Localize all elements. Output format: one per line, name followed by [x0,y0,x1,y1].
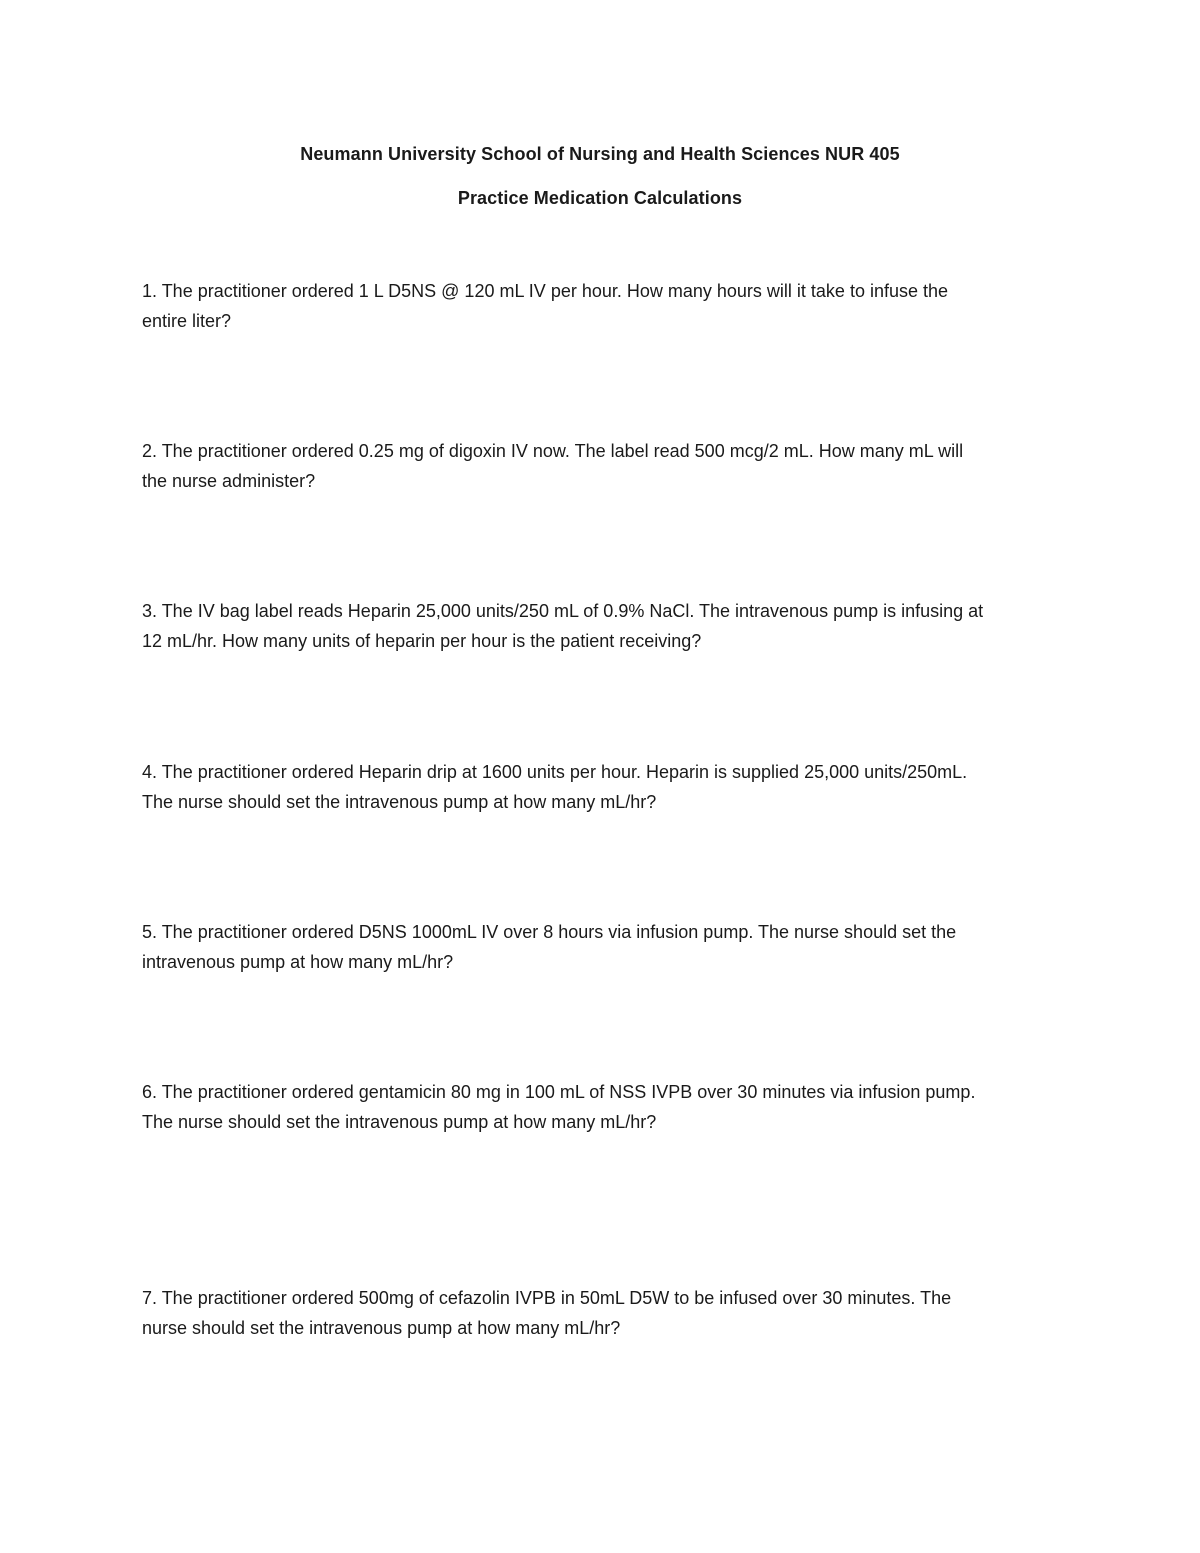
question-6-line-1: 6. The practitioner ordered gentamicin 80 mg in 100 mL of NSS IVPB over 30 minutes via infusion pump. [142,1082,976,1102]
question-2 [142,436,1072,496]
question-3 [142,596,1072,656]
question-3-line-1: 3. The IV bag label reads Heparin 25,000 units/250 mL of 0.9% NaCl. The intravenous pump is infusing at [142,601,984,621]
question-6 [142,1077,1072,1137]
question-1 [142,276,1072,336]
question-1-line-1: 1. The practitioner ordered 1 L D5NS @ 120 mL IV per hour. How many hours will it take to infuse the [142,281,949,301]
question-1-line-2: entire liter? [142,311,232,331]
question-5-line-2: intravenous pump at how many mL/hr? [142,952,454,972]
document-subtitle: Practice Medication Calculations [457,188,743,208]
question-5 [142,917,1072,977]
question-7-line-2: nurse should set the intravenous pump at how many mL/hr? [142,1318,621,1338]
question-5-line-1: 5. The practitioner ordered D5NS 1000mL IV over 8 hours via infusion pump. The nurse should set the [142,922,957,942]
question-4-line-2: The nurse should set the intravenous pump at how many mL/hr? [142,792,657,812]
question-6-line-2: The nurse should set the intravenous pump at how many mL/hr? [142,1112,657,1132]
question-2-line-1: 2. The practitioner ordered 0.25 mg of digoxin IV now. The label read 500 mcg/2 mL. How many mL will [142,441,964,461]
question-2-line-2: the nurse administer? [142,471,316,491]
question-3-line-2: 12 mL/hr. How many units of heparin per hour is the patient receiving? [142,631,702,651]
document-title: Neumann University School of Nursing and Health Sciences NUR 405 [300,144,900,164]
question-4 [142,757,1072,817]
question-7-line-1: 7. The practitioner ordered 500mg of cefazolin IVPB in 50mL D5W to be infused over 30 minutes. The [142,1288,952,1308]
question-4-line-1: 4. The practitioner ordered Heparin drip at 1600 units per hour. Heparin is supplied 25,000 units/250mL. [142,762,968,782]
question-7 [142,1283,1072,1343]
